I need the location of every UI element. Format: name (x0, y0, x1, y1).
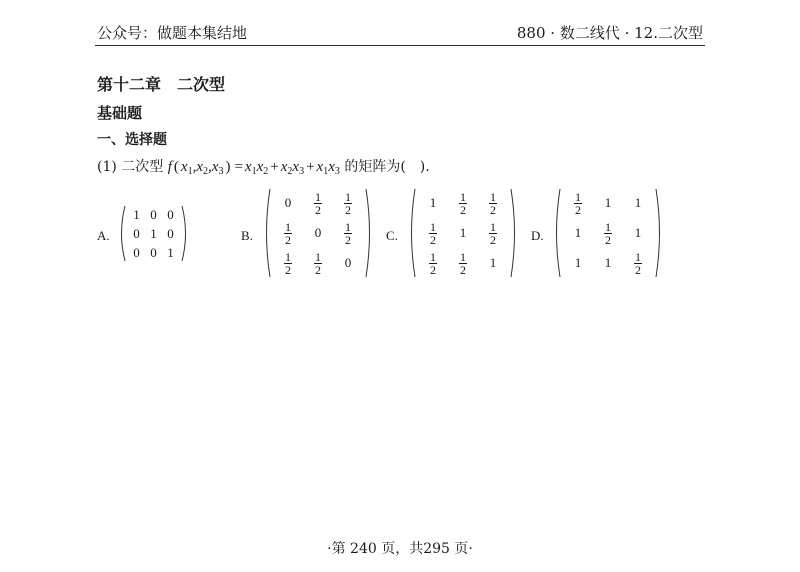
matrix-cell: 0 (150, 244, 157, 260)
matrix-cell: 1 (574, 255, 582, 270)
fraction: $\frac{1}{2}$ (460, 249, 466, 277)
fraction: $\frac{1}{2}$ (315, 189, 321, 217)
matrix-cell (333, 218, 363, 248)
question-1 (97, 156, 430, 176)
quadratic-form-formula: f ( $x_1,x_2,x_3$ ) = $x_1x_2 + x_2x_3 + x_1x_3$ (167, 159, 340, 177)
matrix-cell: 0 (133, 225, 140, 241)
matrix-row (128, 224, 179, 243)
matrix-cell: 1 (133, 206, 140, 222)
matrix-cell: 0 (284, 195, 292, 210)
header-divider (95, 45, 705, 46)
question-suffix: 的矩阵为( ). (344, 159, 430, 175)
matrix-row (418, 188, 508, 218)
right-parenthesis (181, 205, 189, 262)
matrix-row (128, 205, 179, 224)
option-label-a: A. (97, 228, 110, 243)
matrix-cell (448, 248, 478, 278)
matrix-cell (593, 218, 623, 248)
option-d-matrix (553, 188, 663, 278)
matrix-row (128, 243, 179, 262)
matrix-cell (418, 218, 448, 248)
matrix-cell: 1 (167, 244, 174, 260)
fraction: $\frac{1}{2}$ (430, 249, 436, 277)
matrix-table-d (563, 188, 653, 278)
matrix-cell: 0 (167, 225, 174, 241)
left-parenthesis (408, 188, 416, 278)
matrix-cell: 1 (429, 195, 437, 210)
fraction: $\frac{1}{2}$ (490, 219, 496, 247)
fraction: $\frac{1}{2}$ (635, 249, 641, 277)
matrix-cell (623, 248, 653, 278)
fraction: $\frac{1}{2}$ (490, 189, 496, 217)
matrix-cell (273, 248, 303, 278)
matrix-cell: 1 (604, 255, 612, 270)
fraction: $\frac{1}{2}$ (430, 219, 436, 247)
header-right: 880 · 数二线代 · 12.二次型 (516, 24, 703, 42)
matrix-row (563, 188, 653, 218)
right-parenthesis (510, 188, 518, 278)
matrix-cell: 1 (150, 225, 157, 241)
left-parenthesis (263, 188, 271, 278)
matrix-table-b (273, 188, 363, 278)
fraction: $\frac{1}{2}$ (345, 219, 351, 247)
header-left: 公众号：做题本集结地 (97, 24, 248, 42)
matrix-cell: 1 (604, 195, 612, 210)
matrix-cell: 1 (459, 225, 467, 240)
left-parenthesis (118, 205, 126, 262)
matrix-cell: 1 (634, 225, 642, 240)
matrix-cell (303, 248, 333, 278)
matrix-cell (418, 248, 448, 278)
matrix-cell: 0 (344, 255, 352, 270)
matrix-cell (563, 188, 593, 218)
matrix-table-c (418, 188, 508, 278)
question-number: (1) (97, 159, 117, 175)
matrix-cell (478, 218, 508, 248)
fraction: $\frac{1}{2}$ (285, 219, 291, 247)
question-prefix: 二次型 (121, 159, 164, 175)
fraction: $\frac{1}{2}$ (575, 189, 581, 217)
matrix-cell: 1 (634, 195, 642, 210)
matrix-row (273, 188, 363, 218)
option-a-matrix (118, 205, 189, 262)
matrix-row (418, 218, 508, 248)
matrix-cell: 1 (574, 225, 582, 240)
fraction: $\frac{1}{2}$ (345, 189, 351, 217)
matrix-cell: 0 (314, 225, 322, 240)
left-parenthesis (553, 188, 561, 278)
matrix-cell: 0 (133, 244, 140, 260)
matrix-row (273, 248, 363, 278)
matrix-table-a (128, 205, 179, 262)
fraction: $\frac{1}{2}$ (460, 189, 466, 217)
option-c-matrix (408, 188, 518, 278)
matrix-row (418, 248, 508, 278)
page-footer: ·第 240 页，共295 页· (327, 541, 473, 557)
fraction: $\frac{1}{2}$ (315, 249, 321, 277)
matrix-cell (303, 188, 333, 218)
matrix-cell: 0 (150, 206, 157, 222)
matrix-row (563, 248, 653, 278)
matrix-cell: 0 (167, 206, 174, 222)
option-label-b: B. (241, 228, 253, 243)
right-parenthesis (365, 188, 373, 278)
section-title: 基础题 (97, 104, 143, 122)
matrix-cell (478, 188, 508, 218)
matrix-cell: 1 (489, 255, 497, 270)
matrix-row (563, 218, 653, 248)
subsection-title: 一、选择题 (97, 132, 167, 148)
option-label-d: D. (531, 228, 544, 243)
matrix-cell (333, 188, 363, 218)
right-parenthesis (655, 188, 663, 278)
chapter-title: 第十二章 二次型 (97, 75, 226, 94)
fraction: $\frac{1}{2}$ (285, 249, 291, 277)
matrix-cell (273, 218, 303, 248)
fraction: $\frac{1}{2}$ (605, 219, 611, 247)
option-label-c: C. (386, 228, 398, 243)
matrix-row (273, 218, 363, 248)
option-b-matrix (263, 188, 373, 278)
matrix-cell (448, 188, 478, 218)
